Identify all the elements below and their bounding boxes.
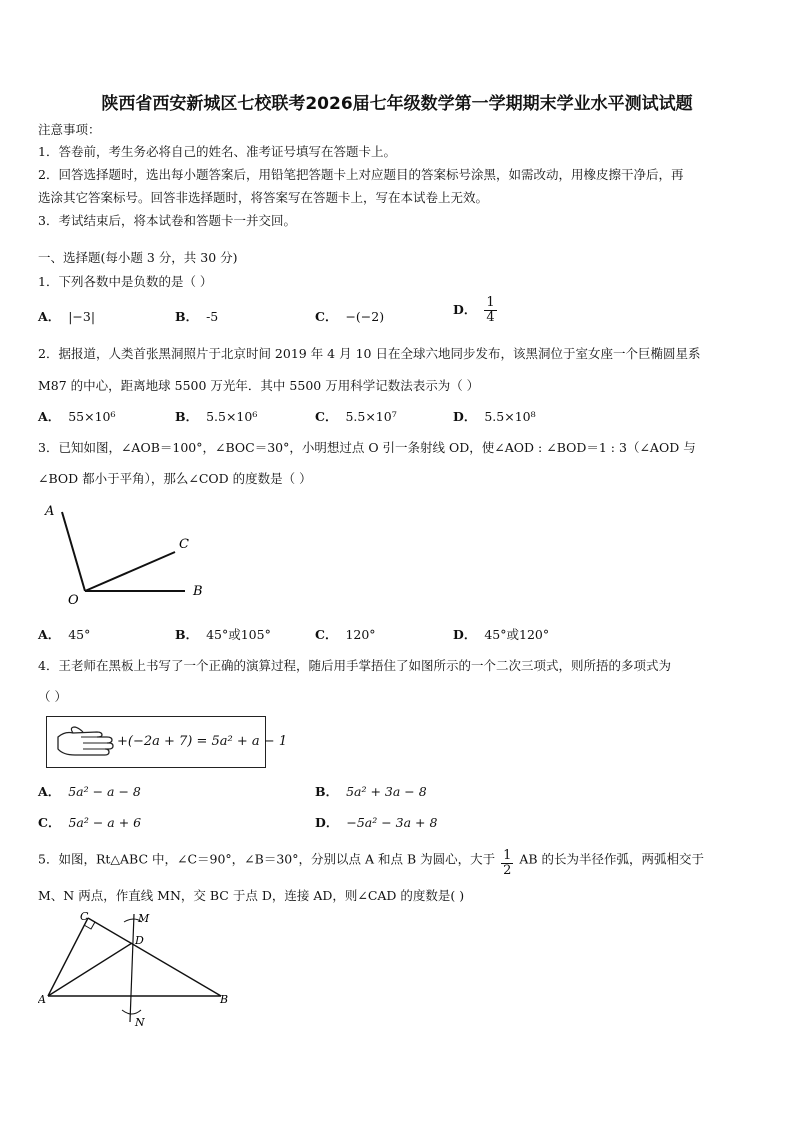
q4-option-c[interactable]: C． 5a² − a + 6 (38, 815, 142, 830)
side-ac (48, 918, 88, 996)
section-heading: 一、选择题(每小题 3 分，共 30 分) (38, 250, 238, 265)
q3-option-d[interactable]: D． 45°或120° (453, 627, 550, 642)
notice-heading: 注意事项： (38, 122, 101, 137)
arc-bottom (122, 1010, 141, 1014)
ray-oc (85, 552, 175, 591)
q4-option-a[interactable]: A． 5a² − a − 8 (38, 784, 141, 799)
q4-stem-line2: （ ） (38, 689, 67, 704)
label-a: A (45, 504, 55, 519)
q3-option-b[interactable]: B． 45°或105° (175, 627, 271, 642)
notice-item-2: 2．回答选择题时，选出每小题答案后，用铅笔把答题卡上对应题目的答案标号涂黑，如需改动，用橡皮擦干净后，再 (38, 167, 684, 182)
q2-stem-line1: 2．据报道，人类首张黑洞照片于北京时间 2019 年 4 月 10 日在全球六地同步发布，该黑洞位于室女座一个巨椭圆星系 (38, 346, 701, 361)
fraction: $\frac{1}{2}$ (503, 848, 512, 878)
notice-item-3: 3．考试结束后，将本试卷和答题卡一并交回。 (38, 213, 296, 228)
q5-stem-line2: M、N 两点，作直线 MN，交 BC 于点 D，连接 AD，则∠CAD 的度数是( ) (38, 888, 465, 903)
segment-ad (48, 943, 132, 996)
q4-option-d[interactable]: D． −5a² − 3a + 8 (315, 815, 438, 830)
q5-triangle-figure (38, 910, 238, 1035)
q3-option-a[interactable]: A． 45° (38, 627, 91, 642)
label-c: C (80, 910, 89, 923)
q3-stem-line2: ∠BOD 都小于平角），那么∠COD 的度数是（ ） (38, 471, 312, 486)
q5-stem-line1: 5．如图，Rt△ABC 中，∠C＝90°，∠B＝30°，分别以点 A 和点 B 为圆心，大于 $\frac{1}{2}$ AB 的长为半径作弧，两弧相交于 (38, 848, 705, 878)
q3-stem-line1: 3．已知如图，∠AOB＝100°，∠BOC＝30°，小明想过点 O 引一条射线 OD，使∠AOD : ∠BOD＝1 : 3（∠AOD 与 (38, 440, 696, 455)
label-c: C (179, 537, 189, 552)
q1-stem: 1．下列各数中是负数的是（ ） (38, 274, 213, 289)
q2-stem-line2: M87 的中心，距离地球 5500 万光年．其中 5500 万用科学记数法表示为（ ） (38, 378, 480, 393)
q1-option-d[interactable]: D． $\frac{1}{4}$ (453, 295, 495, 325)
side-cb (88, 918, 221, 996)
q2-option-c[interactable]: C． 5.5×10⁷ (315, 409, 397, 424)
label-n: N (135, 1016, 145, 1029)
q2-option-a[interactable]: A． 55×10⁶ (38, 409, 116, 424)
q4-option-b[interactable]: B． 5a² + 3a − 8 (315, 784, 427, 799)
label-d: D (135, 934, 144, 947)
label-b: B (193, 584, 203, 599)
hand-icon (55, 725, 121, 757)
fraction: $\frac{1}{4}$ (486, 295, 495, 325)
ray-oa (62, 512, 85, 591)
label-o: O (68, 593, 79, 608)
page-title: 陕西省西安新城区七校联考2026届七年级数学第一学期期末学业水平测试试题 (101, 94, 693, 114)
label-m: M (138, 912, 150, 925)
label-b: B (220, 993, 229, 1006)
label-a: A (38, 993, 46, 1006)
q4-equation: +(−2a + 7) = 5a² + a − 1 (117, 734, 288, 749)
q2-option-d[interactable]: D． 5.5×10⁸ (453, 409, 536, 424)
q2-option-b[interactable]: B． 5.5×10⁶ (175, 409, 258, 424)
q4-equation-box (46, 716, 288, 768)
q1-option-a[interactable]: A． |−3| (38, 309, 96, 324)
line-mn (130, 914, 134, 1022)
q3-option-c[interactable]: C． 120° (315, 627, 376, 642)
q4-stem-line1: 4．王老师在黑板上书写了一个正确的演算过程，随后用手掌捂住了如图所示的一个二次三项式，则所捂的多项式为 (38, 658, 671, 673)
q3-angle-figure (40, 500, 220, 610)
q1-option-b[interactable]: B． -5 (175, 309, 219, 324)
q1-option-c[interactable]: C． −(−2) (315, 309, 385, 324)
notice-item-2-cont: 选涂其它答案标号。回答非选择题时，将答案写在答题卡上，写在本试卷上无效。 (38, 190, 489, 205)
notice-item-1: 1．答卷前，考生务必将自己的姓名、准考证号填写在答题卡上。 (38, 144, 396, 159)
